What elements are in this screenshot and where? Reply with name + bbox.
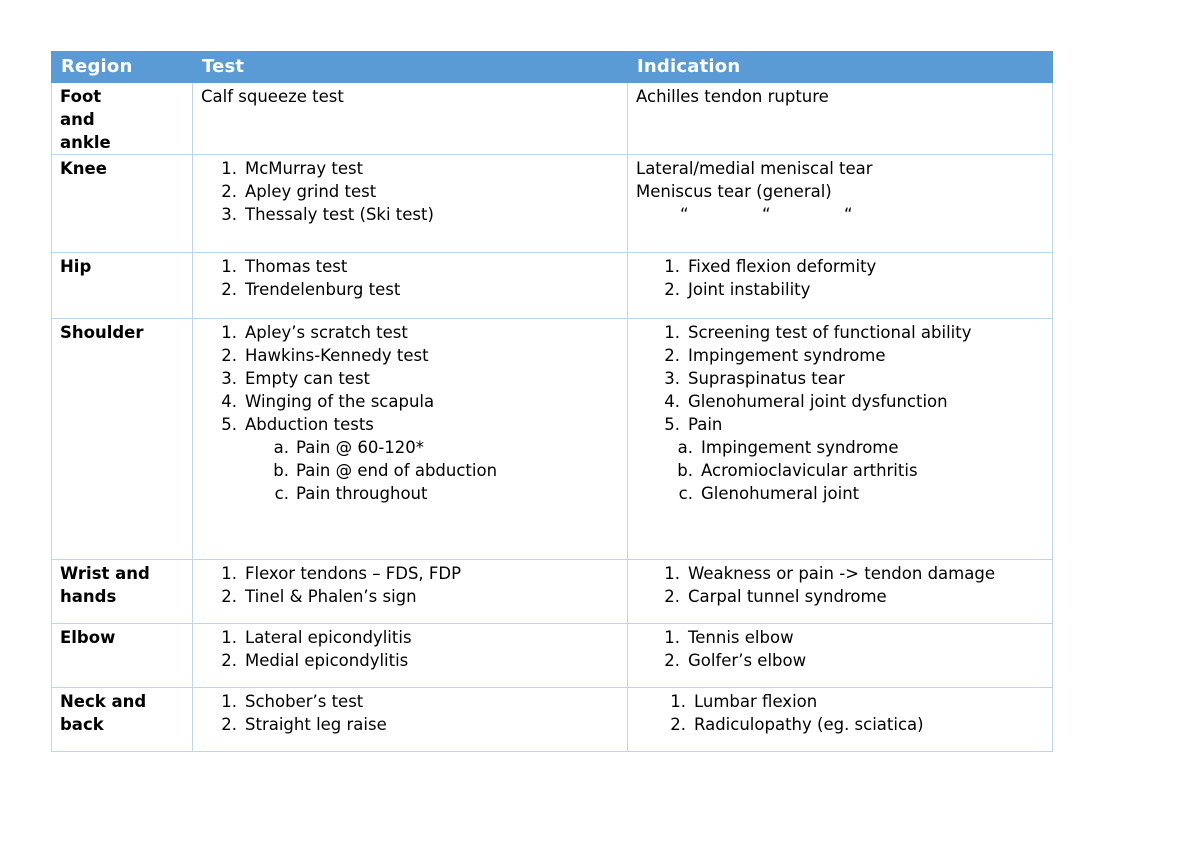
- test-cell: [193, 560, 628, 624]
- indication-line: Meniscus tear (general): [636, 182, 832, 201]
- list-item: 3. Empty can test: [221, 369, 371, 388]
- list-item: 2. Carpal tunnel syndrome: [664, 587, 887, 606]
- indication-line: Lateral/medial meniscal tear: [636, 159, 873, 178]
- header-region: Region: [52, 52, 193, 83]
- list-item: 3. Supraspinatus tear: [664, 369, 845, 388]
- region-cell: Elbow: [52, 624, 193, 688]
- region-cell: [52, 560, 193, 624]
- region-cell: Knee: [52, 155, 193, 253]
- region-label: Wrist and hands: [60, 564, 150, 606]
- region-label: Neck and back: [60, 692, 147, 734]
- indication-cell: [628, 319, 1053, 560]
- table-row: [52, 688, 1053, 752]
- table-header-row: [52, 52, 1053, 83]
- indication-cell: Achilles tendon rupture: [628, 83, 1053, 155]
- test-cell: Calf squeeze test: [193, 83, 628, 155]
- list-item: 2. Impingement syndrome: [664, 346, 886, 365]
- table-row: [52, 560, 1053, 624]
- list-item: 2. Joint instability: [664, 280, 811, 299]
- region-cell: [52, 688, 193, 752]
- list-item: b. Pain @ end of abduction: [273, 461, 498, 480]
- list-item: c. Pain throughout: [274, 484, 428, 503]
- list-item: 1. Apley’s scratch test: [221, 323, 408, 342]
- table-row: [52, 155, 1053, 253]
- test-cell: [193, 253, 628, 319]
- clinical-tests-table: [51, 51, 1053, 752]
- list-item: 1. McMurray test: [221, 159, 364, 178]
- list-item: 2. Golfer’s elbow: [664, 651, 807, 670]
- indication-cell: [628, 155, 1053, 253]
- list-item: 1. Weakness or pain -> tendon damage: [664, 564, 995, 583]
- header-test: Test: [193, 52, 628, 83]
- list-item: 1. Schober’s test: [221, 692, 364, 711]
- list-item: 1. Fixed flexion deformity: [664, 257, 877, 276]
- list-item: 3. Thessaly test (Ski test): [221, 205, 434, 224]
- list-item: b. Acromioclavicular arthritis: [677, 461, 918, 480]
- table-row: [52, 253, 1053, 319]
- list-item: a. Pain @ 60-120*: [273, 438, 425, 457]
- indication-cell: [628, 560, 1053, 624]
- list-item: 1. Lumbar flexion: [670, 692, 818, 711]
- list-item: 2. Hawkins-Kennedy test: [221, 346, 429, 365]
- list-item: 2. Apley grind test: [221, 182, 377, 201]
- list-item: 1. Lateral epicondylitis: [221, 628, 412, 647]
- test-cell: [193, 319, 628, 560]
- indication-cell: [628, 688, 1053, 752]
- list-item: 2. Tinel & Phalen’s sign: [221, 587, 417, 606]
- header-indication: Indication: [628, 52, 1053, 83]
- indication-cell: [628, 624, 1053, 688]
- indication-cell: [628, 253, 1053, 319]
- list-item: 1. Screening test of functional ability: [664, 323, 972, 342]
- region-cell: Shoulder: [52, 319, 193, 560]
- list-item: 1. Thomas test: [221, 257, 348, 276]
- list-item: 5. Pain: [664, 415, 723, 434]
- region-label: Foot and ankle: [60, 87, 111, 152]
- region-cell: [52, 83, 193, 155]
- list-item: 1. Flexor tendons – FDS, FDP: [221, 564, 462, 583]
- list-item: 5. Abduction tests: [221, 415, 374, 434]
- region-cell: Hip: [52, 253, 193, 319]
- test-cell: [193, 688, 628, 752]
- list-item: 2. Medial epicondylitis: [221, 651, 409, 670]
- list-item: c. Glenohumeral joint: [678, 484, 860, 503]
- test-cell: [193, 624, 628, 688]
- table-row: [52, 624, 1053, 688]
- list-item: 4. Glenohumeral joint dysfunction: [664, 392, 948, 411]
- table-row: [52, 83, 1053, 155]
- ditto-marks: “ “ “: [680, 205, 853, 224]
- table-row: [52, 319, 1053, 560]
- list-item: 2. Trendelenburg test: [221, 280, 401, 299]
- list-item: 4. Winging of the scapula: [221, 392, 435, 411]
- list-item: 1. Tennis elbow: [664, 628, 794, 647]
- list-item: 2. Radiculopathy (eg. sciatica): [670, 715, 924, 734]
- test-cell: [193, 155, 628, 253]
- list-item: a. Impingement syndrome: [677, 438, 899, 457]
- list-item: 2. Straight leg raise: [221, 715, 387, 734]
